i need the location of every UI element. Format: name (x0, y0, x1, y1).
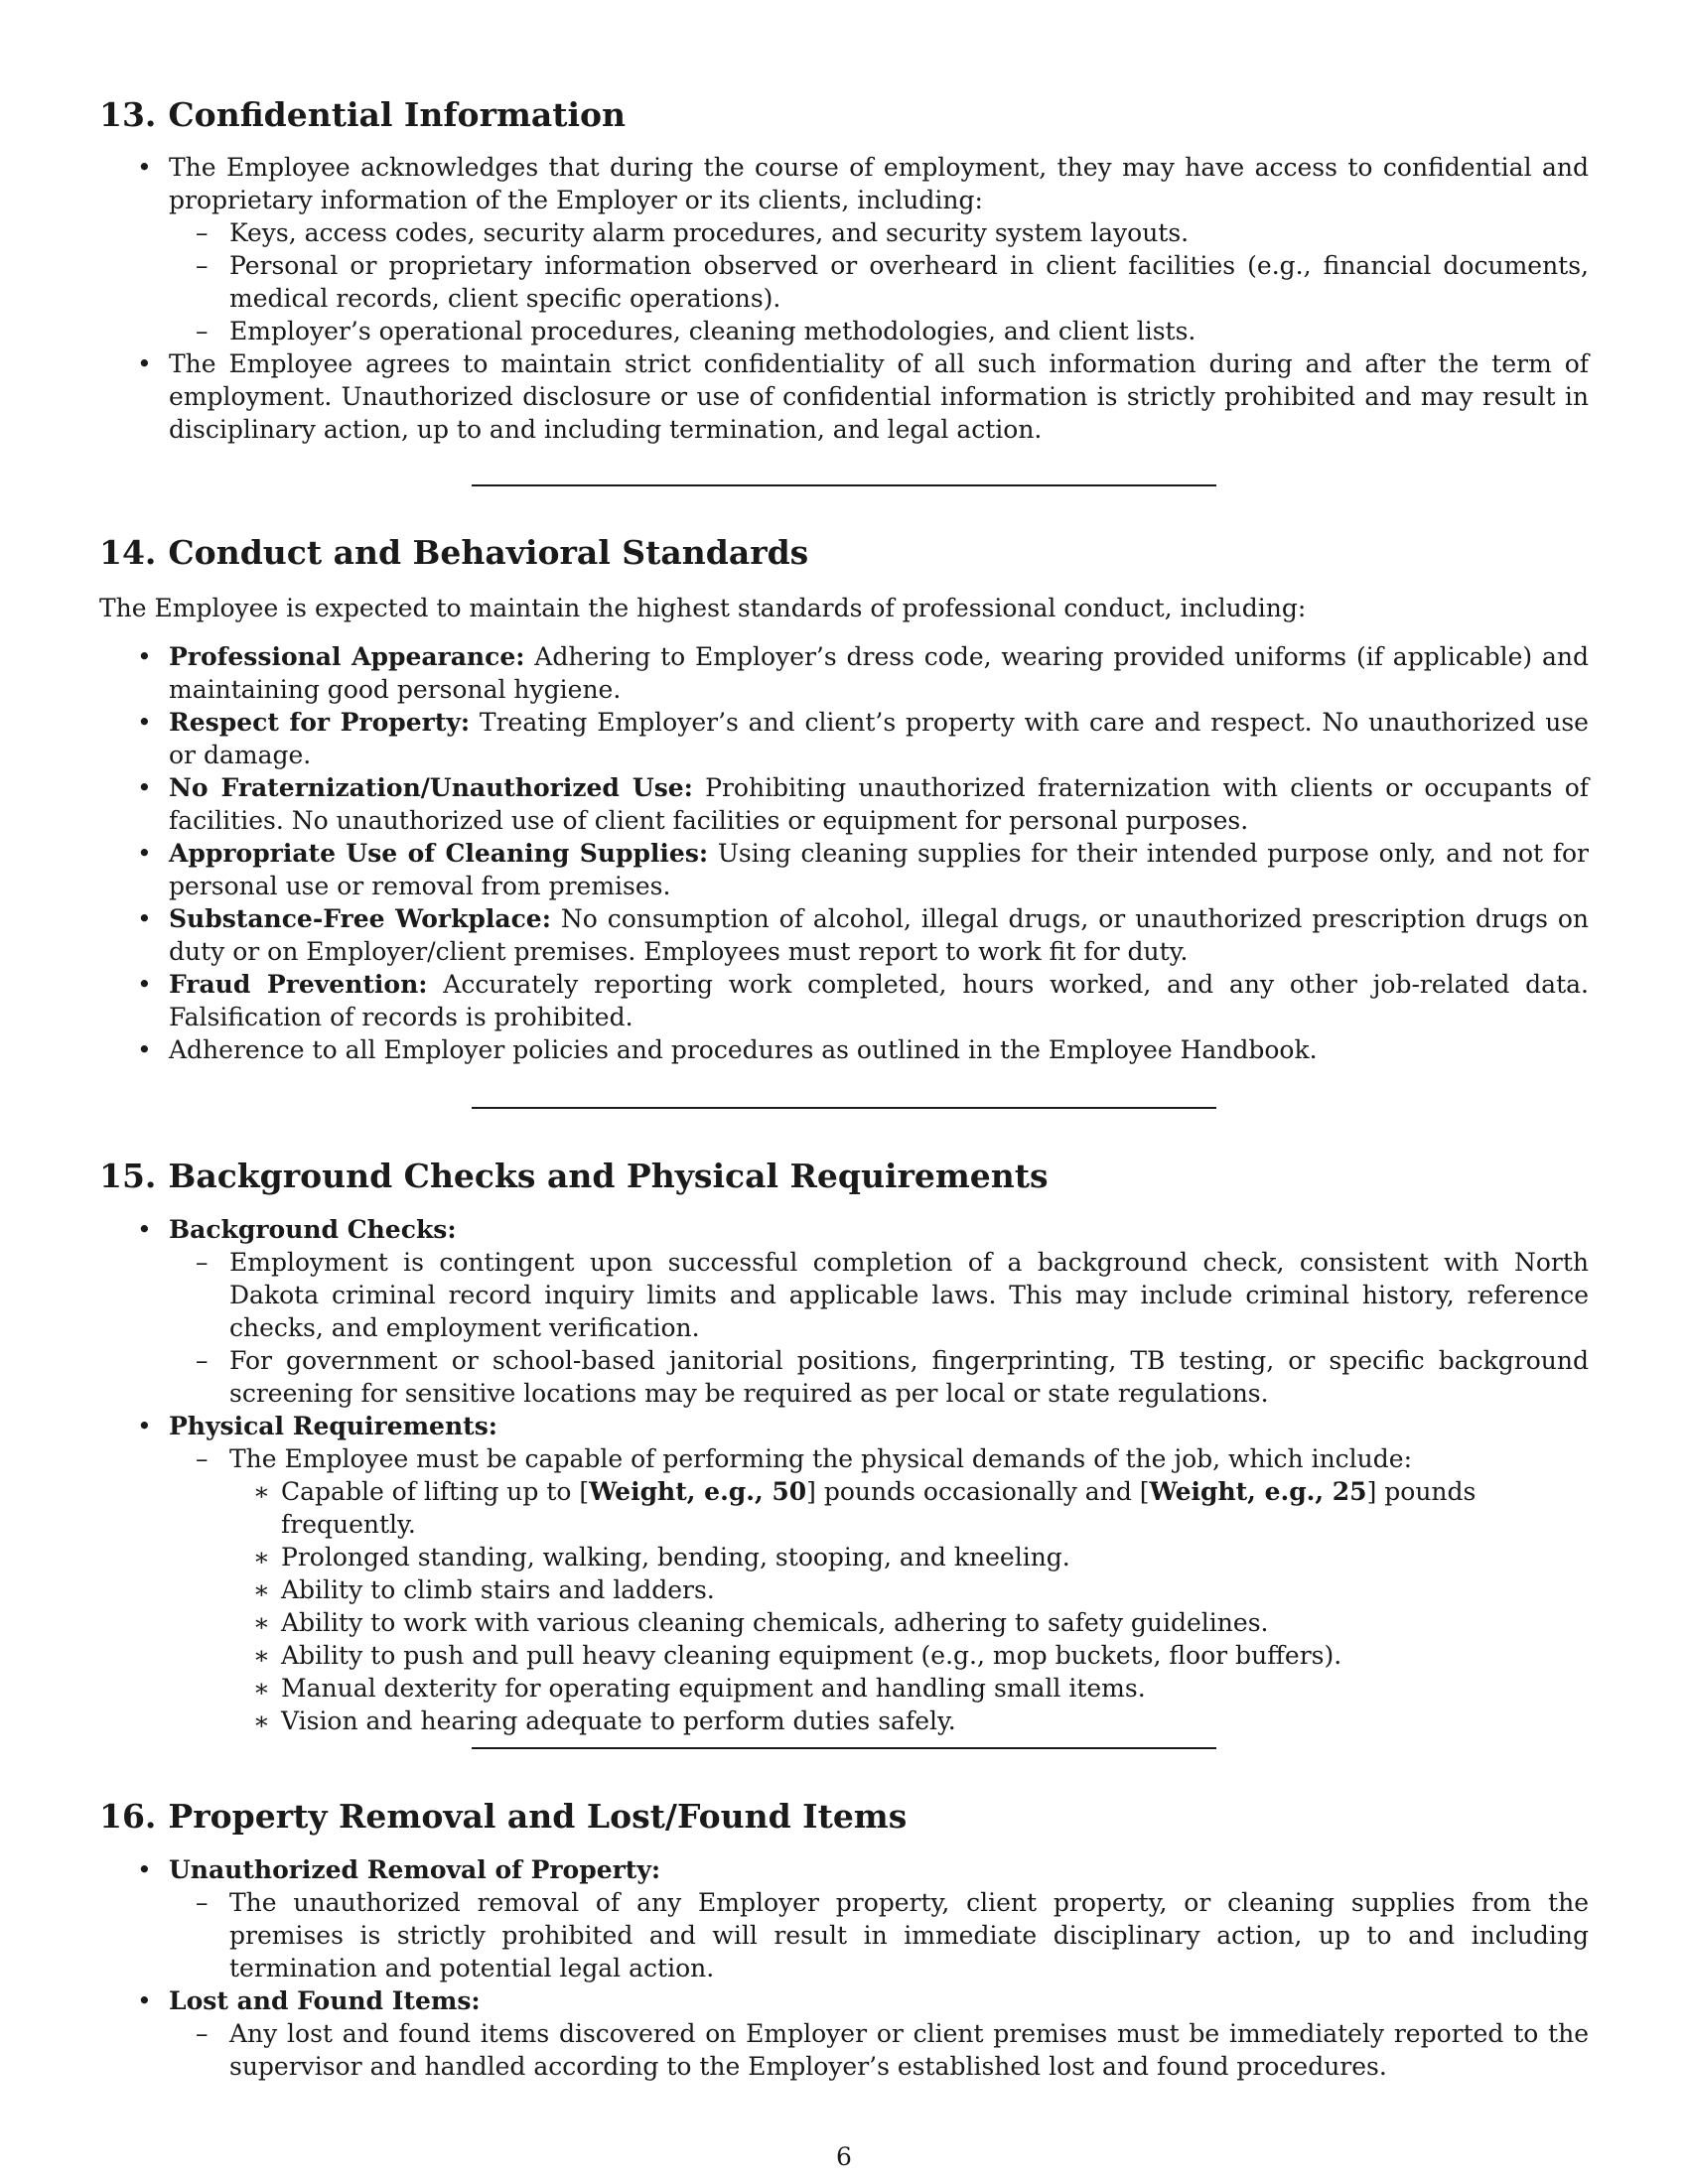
section-number: 16. (99, 1797, 157, 1836)
section-16-heading (99, 1797, 907, 1836)
sub-list-item: – Employment is contingent upon successful completion of a background check, consistent with North Dakota criminal record inquiry limits and applicable laws. This may include criminal history, reference checks, and employment verification. (169, 1246, 1589, 1344)
section-title: Conduct and Behavioral Standards (168, 533, 809, 572)
item-text: No consumption of alcohol, illegal drugs, or unauthorized prescription drugs on duty or on Employer/client premises. Employees must report to work fit for duty. (169, 904, 1589, 966)
requirement-item: ∗ Ability to push and pull heavy cleaning equipment (e.g., mop buckets, floor buffers). (229, 1639, 1589, 1672)
item-label: Unauthorized Removal of Property: (169, 1855, 661, 1884)
list-item (99, 1410, 1589, 1737)
item-label: Respect for Property: (169, 708, 471, 737)
item-label: Lost and Found Items: (169, 1986, 481, 2015)
list-item (99, 1213, 1589, 1410)
requirement-item: ∗ Vision and hearing adequate to perform duties safely. (229, 1705, 1589, 1737)
item-text: Adhering to Employer’s dress code, wearing provided uniforms (if applicable) and maintaining good personal hygiene. (169, 642, 1589, 704)
section-title: Background Checks and Physical Requirements (168, 1157, 1049, 1195)
item-text: Treating Employer’s and client’s property with care and respect. No unauthorized use or damage. (169, 708, 1589, 769)
item-label: Physical Requirements: (169, 1412, 497, 1440)
requirement-item: ∗ Ability to climb stairs and ladders. (229, 1573, 1589, 1606)
list-item-text: The Employee acknowledges that during the course of employment, they may have access to confidential and proprietary information of the Employer or its clients, including: (169, 153, 1589, 214)
list-item: • Adherence to all Employer policies and procedures as outlined in the Employee Handbook. (99, 1033, 1589, 1066)
list-item (99, 1984, 1589, 2083)
list-item (99, 706, 1589, 771)
list-item (99, 640, 1589, 706)
weight-placeholder: Weight, e.g., 50 (589, 1477, 807, 1506)
section-13-heading (99, 95, 626, 134)
requirement-item: ∗ Ability to work with various cleaning chemicals, adhering to safety guidelines. (229, 1606, 1589, 1639)
list-item (99, 151, 1589, 347)
section-16-body (99, 1853, 1589, 2083)
sub-list-item-text: The Employee must be capable of performing the physical demands of the job, which include: (229, 1444, 1413, 1473)
item-text: Using cleaning supplies for their intended purpose only, and not for personal use or removal from premises. (169, 839, 1589, 900)
list-item (99, 771, 1589, 837)
document-page (99, 0, 1589, 2184)
item-text: Accurately reporting work completed, hours worked, and any other job-related data. Falsification of records is prohibited. (169, 970, 1589, 1031)
list-item (99, 902, 1589, 968)
item-label: Appropriate Use of Cleaning Supplies: (169, 839, 709, 868)
requirement-text: Capable of lifting up to [ (281, 1477, 590, 1506)
item-text: Prohibiting unauthorized fraternization with clients or occupants of facilities. No unauthorized use of client facilities or equipment for personal purposes. (169, 773, 1590, 835)
list-item (99, 837, 1589, 902)
section-divider (472, 484, 1216, 486)
sub-list-item: – Employer’s operational procedures, cleaning methodologies, and client lists. (169, 315, 1589, 347)
section-divider (472, 1747, 1216, 1749)
requirement-text: ] pounds frequently. (281, 1477, 1477, 1539)
section-15-body (99, 1213, 1589, 1737)
section-15-heading (99, 1157, 1049, 1195)
requirement-item: ∗ Manual dexterity for operating equipment and handling small items. (229, 1672, 1589, 1705)
list-item (99, 968, 1589, 1033)
sub-list-item: – For government or school-based janitorial positions, fingerprinting, TB testing, or specific background screening for sensitive locations may be required as per local or state regulations. (169, 1344, 1589, 1410)
requirement-item (229, 1475, 1589, 1541)
page-number: 6 (836, 2142, 852, 2171)
sub-list-item: – Keys, access codes, security alarm procedures, and security system layouts. (169, 216, 1589, 249)
sub-list-item: – Personal or proprietary information observed or overheard in client facilities (e.g., financial documents, medical records, client specific operations). (169, 249, 1589, 315)
section-number: 15. (99, 1157, 157, 1195)
requirement-text: ] pounds occasionally and [ (806, 1477, 1150, 1506)
item-label: Fraud Prevention: (169, 970, 428, 999)
item-label: Substance-Free Workplace: (169, 904, 551, 933)
section-title: Confidential Information (168, 95, 627, 134)
sub-list-item (169, 1442, 1589, 1737)
list-item (99, 1853, 1589, 1984)
weight-placeholder: Weight, e.g., 25 (1149, 1477, 1367, 1506)
sub-list-item: – Any lost and found items discovered on Employer or client premises must be immediately reported to the supervisor and handled according to the Employer’s established lost and found procedures. (169, 2017, 1589, 2083)
requirement-item: ∗ Prolonged standing, walking, bending, stooping, and kneeling. (229, 1541, 1589, 1573)
section-divider (472, 1107, 1216, 1109)
section-title: Property Removal and Lost/Found Items (168, 1797, 908, 1836)
section-14-heading (99, 533, 808, 572)
section-number: 14. (99, 533, 157, 572)
item-label: Background Checks: (169, 1215, 457, 1244)
sub-list-item: – The unauthorized removal of any Employer property, client property, or cleaning supplies from the premises is strictly prohibited and will result in immediate disciplinary action, up to and including termination and potential legal action. (169, 1886, 1589, 1984)
section-14-body (99, 640, 1589, 1066)
item-label: No Fraternization/Unauthorized Use: (169, 773, 693, 802)
section-13-body (99, 151, 1589, 446)
list-item: • The Employee agrees to maintain strict confidentiality of all such information during and after the term of employment. Unauthorized disclosure or use of confidential information is strictly prohibited and may result in disciplinary action, up to and including termination, and legal action. (99, 347, 1589, 446)
section-number: 13. (99, 95, 157, 134)
section-14-intro: The Employee is expected to maintain the highest standards of professional conduct, including: (99, 594, 1307, 622)
item-label: Professional Appearance: (169, 642, 525, 671)
